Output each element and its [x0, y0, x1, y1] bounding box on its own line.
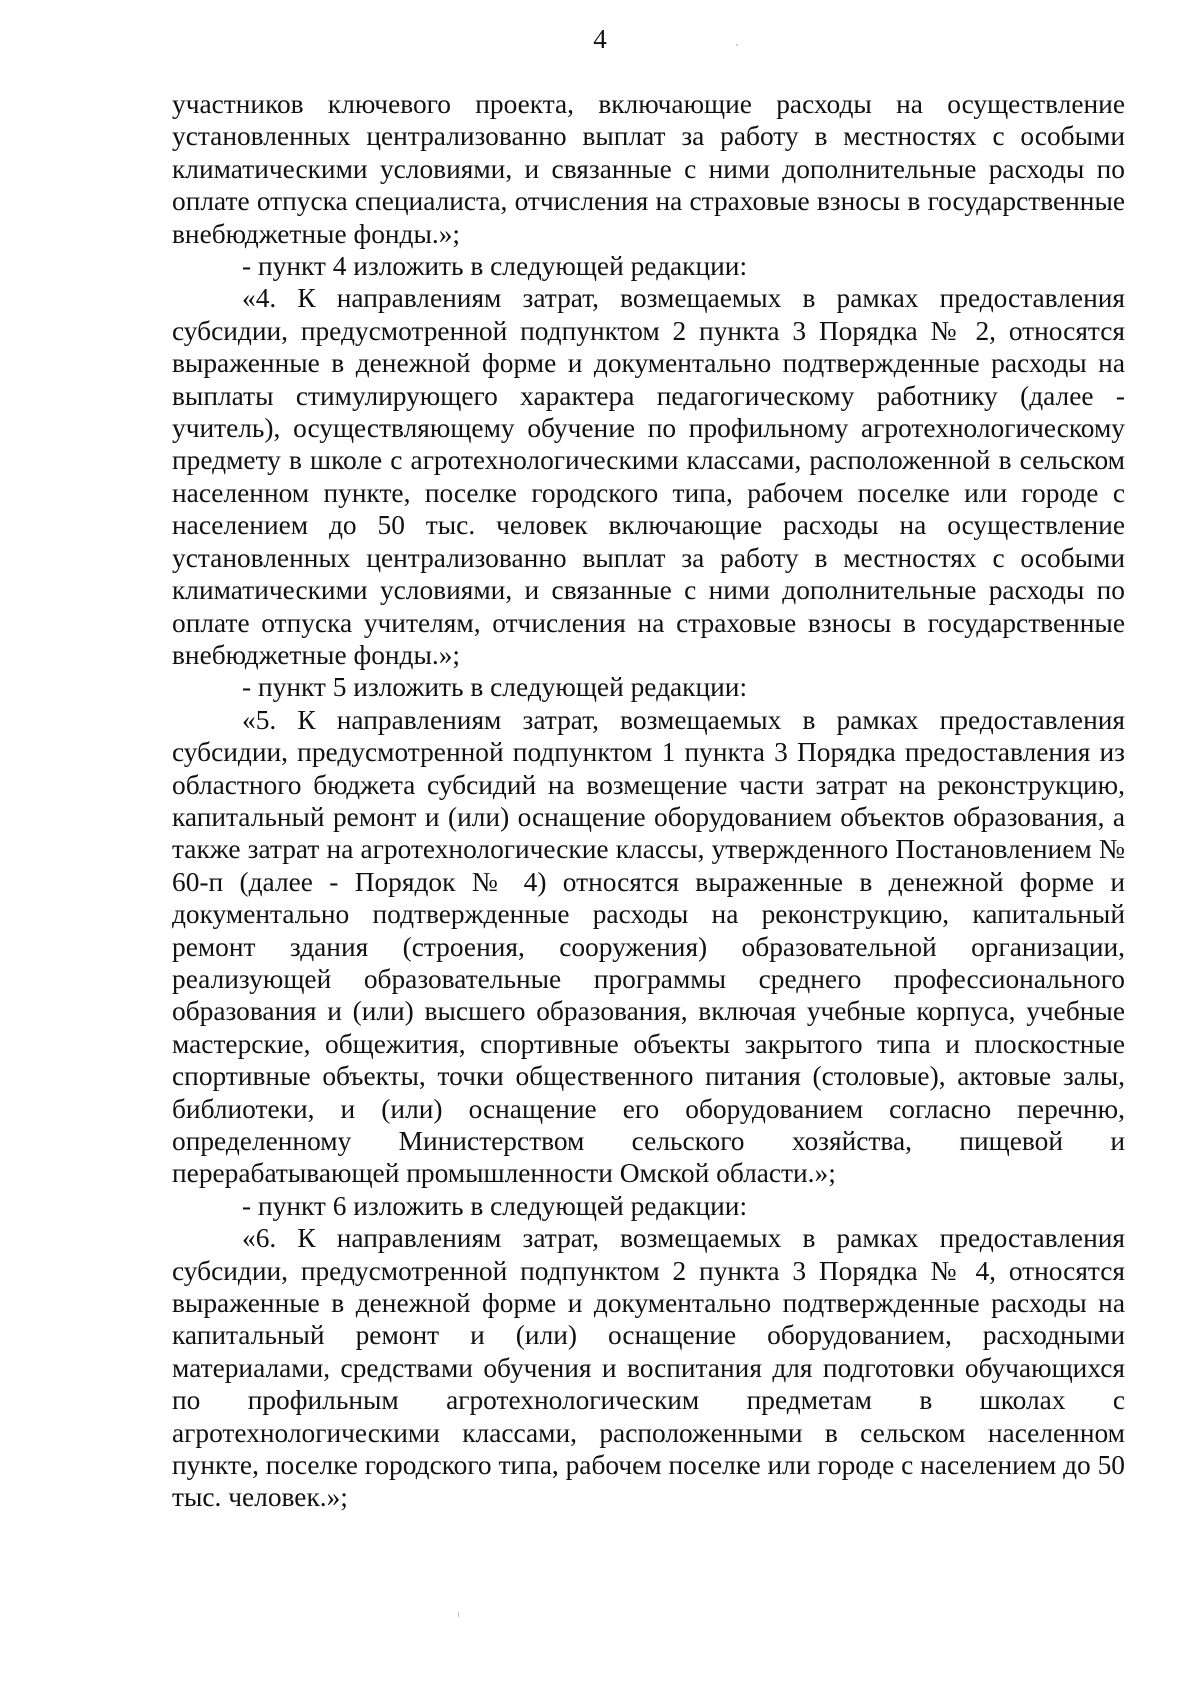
scan-speck	[736, 44, 738, 46]
paragraph-instruction-item-5: - пункт 5 изложить в следующей редакции:	[242, 672, 748, 703]
paragraph-quoted-item-6: «6. К направлениям затрат, возмещаемых в рамках предоставления субсидии, предусмотренной подпунктом 2 пункта 3 Порядка № 4, относятся выраженные в денежной форме и документально подтвержденные расходы на капитальный ремонт и (или) оснащение оборудованием, расходными материалами, средствами обучения и воспитания для подготовки обучающихся по профильным агротехнологическим предметам в школах с агротехнологическими классами, расположенными в сельском населенном пункте, поселке городского типа, рабочем поселке или городе с населением до 50 тыс. человек.»;	[172, 1223, 1125, 1513]
paragraph-instruction-item-6: - пункт 6 изложить в следующей редакции:	[242, 1190, 748, 1221]
paragraph-continuation: участников ключевого проекта, включающие расходы на осуществление установленных централизованно выплат за работу в местностях с особыми климатическими условиями, и связанные с ними дополнительные расходы по оплате отпуска специалиста, отчисления на страховые взносы в государственные внебюджетные фонды.»;	[172, 89, 1125, 249]
scan-speck	[458, 1612, 459, 1617]
paragraph-quoted-item-4: «4. К направлениям затрат, возмещаемых в рамках предоставления субсидии, предусмотренной подпунктом 2 пункта 3 Порядка № 2, относятся выраженные в денежной форме и документально подтвержденные расходы на выплаты стимулирующего характера педагогическому работнику (далее - учитель), осуществляющему обучение по профильному агротехнологическому предмету в школе с агротехнологическими классами, расположенной в сельском населенном пункте, поселке городского типа, рабочем поселке или городе с населением до 50 тыс. человек включающие расходы на осуществление установленных централизованно выплат за работу в местностях с особыми климатическими условиями, и связанные с ними дополнительные расходы по оплате отпуска учителям, отчисления на страховые взносы в государственные внебюджетные фонды.»;	[172, 283, 1125, 670]
document-body	[172, 88, 1125, 1514]
paragraph-instruction-item-4: - пункт 4 изложить в следующей редакции:	[242, 251, 748, 282]
paragraph-quoted-item-5: «5. К направлениям затрат, возмещаемых в рамках предоставления субсидии, предусмотренной подпунктом 1 пункта 3 Порядка предоставления из областного бюджета субсидий на возмещение части затрат на реконструкцию, капитальный ремонт и (или) оснащение оборудованием объектов образования, а также затрат на агротехнологические классы, утвержденного Постановлением № 60-п (далее - Порядок № 4) относятся выраженные в денежной форме и документально подтвержденные расходы на реконструкцию, капитальный ремонт здания (строения, сооружения) образовательной организации, реализующей образовательные программы среднего профессионального образования и (или) высшего образования, включая учебные корпуса, учебные мастерские, общежития, спортивные объекты закрытого типа и плоскостные спортивные объекты, точки общественного питания (столовые), актовые залы, библиотеки, и (или) оснащение его оборудованием согласно перечню, определенному Министерством сельского хозяйства, пищевой и перерабатывающей промышленности Омской области.»;	[172, 704, 1125, 1189]
page-number: 4	[593, 24, 607, 54]
